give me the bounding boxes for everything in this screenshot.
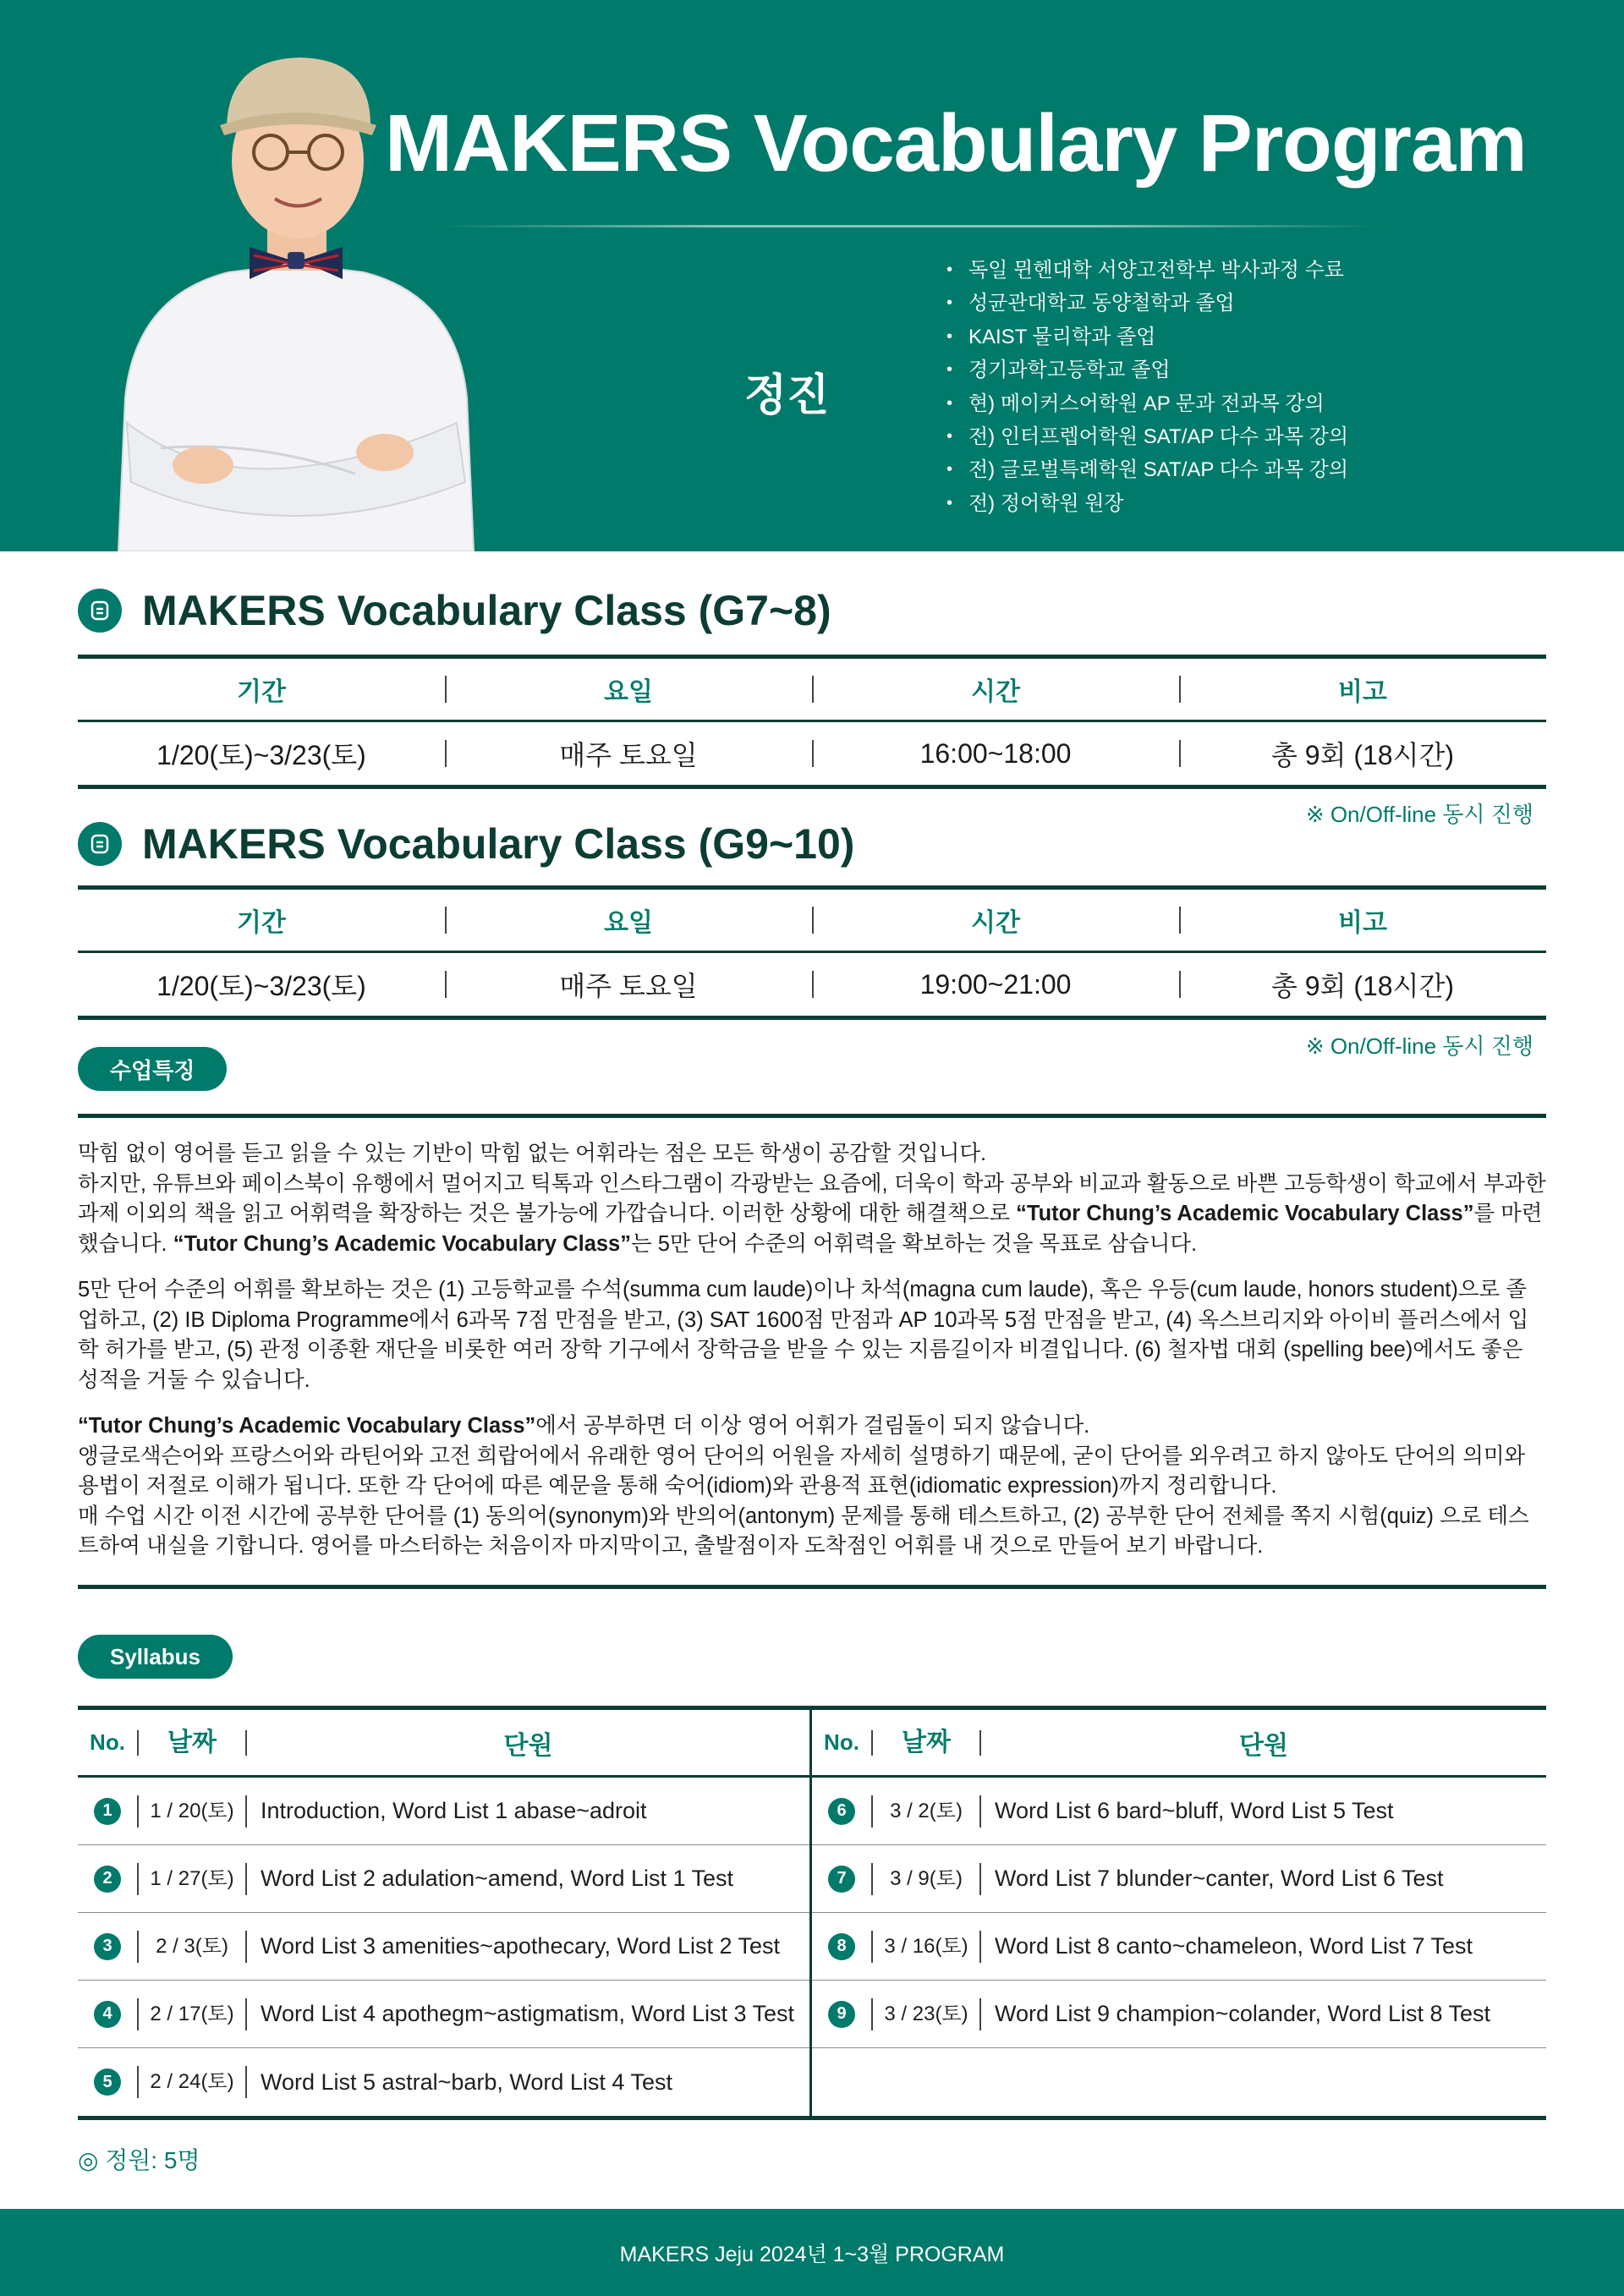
cell-time: 19:00~21:00 (812, 969, 1179, 1000)
table-row (812, 1913, 1546, 1981)
header-time: 시간 (812, 901, 1179, 939)
footer-text: MAKERS Jeju 2024년 1~3월 PROGRAM (619, 2242, 1005, 2266)
class2-title: MAKERS Vocabulary Class (G9~10) (142, 820, 855, 868)
session-number-badge: 3 (94, 1933, 121, 1960)
header-time: 시간 (812, 671, 1179, 708)
text-line: 매 수업 시간 이전 시간에 공부한 단어를 (1) 동의어(synonym)와 반의어(antonym) 문제를 통해 테스트하고, (2) 공부한 단어 전체를 쪽지 시험(quiz) 으로 테스트하여 내실을 기합니다. 영어를 마스터하는 처음이자 마지막이고, 출발점이자 도착점인 어휘를 내 것으로 만들어 보기 바랍니다. (78, 1504, 1529, 1558)
session-number-badge: 2 (94, 1866, 121, 1893)
table-row (78, 1981, 809, 2048)
emphasis-text: “Tutor Chung’s Academic Vocabulary Class” (1016, 1202, 1474, 1225)
header-date: 날짜 (137, 1730, 247, 1756)
features-paragraph-3 (78, 1411, 1546, 1562)
cell-note: 총 9회 (18시간) (1179, 734, 1546, 773)
credential-item: • KAIST 물리학과 졸업 (943, 321, 1348, 353)
syllabus-header-row (78, 1710, 809, 1778)
emphasis-text: “Tutor Chung’s Academic Vocabulary Class” (173, 1231, 631, 1256)
syllabus-label: Syllabus (78, 1635, 233, 1679)
features-paragraph-1 (78, 1139, 1546, 1259)
table-row (78, 1778, 809, 1845)
title-divider (440, 225, 1379, 227)
table-row (78, 1845, 809, 1913)
session-number-badge: 1 (94, 1798, 121, 1825)
syllabus-left-column (78, 1710, 812, 2116)
credentials-list (943, 254, 1348, 520)
syllabus-table (78, 1706, 1546, 2120)
capacity-note: ◎ 정원: 5명 (78, 2147, 200, 2173)
document-icon (78, 589, 122, 633)
header-period: 기간 (237, 909, 286, 937)
document-icon (78, 822, 122, 866)
session-unit: Introduction, Word List 1 abase~adroit (261, 1798, 647, 1823)
table-row (78, 722, 1546, 785)
text-line: 앵글로색슨어와 프랑스어와 라틴어와 고전 희랍어에서 유래한 영어 단어의 어원을 자세히 설명하기 때문에, 굳이 단어를 외우려고 하지 않아도 단어의 의미와 용법이 저절로 이해가 됩니다. 또한 각 단어에 따른 예문을 통해 숙어(idiom)와 관용적 표현(idiomatic expression)까지 정리합니다. (78, 1444, 1526, 1498)
table-row (812, 1981, 1546, 2048)
session-date: 3 / 9(토) (871, 1863, 981, 1895)
header-unit: 단원 (503, 1731, 553, 1760)
session-number-badge: 6 (828, 1798, 855, 1825)
session-date: 2 / 3(토) (137, 1931, 247, 1963)
header-day: 요일 (445, 671, 812, 708)
emphasis-text: “Tutor Chung’s Academic Vocabulary Class” (78, 1414, 536, 1438)
header-no: No. (824, 1729, 859, 1755)
session-number-badge: 8 (828, 1933, 855, 1960)
header-unit: 단원 (1239, 1731, 1288, 1760)
cell-period: 1/20(토)~3/23(토) (156, 971, 366, 1001)
session-date: 3 / 23(토) (871, 1998, 981, 2030)
syllabus-right-column (812, 1710, 1546, 2116)
header-no: No. (90, 1729, 125, 1755)
syllabus-header-row (812, 1710, 1546, 1778)
session-unit: Word List 8 canto~chameleon, Word List 7 Test (995, 1933, 1473, 1959)
features-label: 수업특징 (78, 1047, 227, 1091)
cell-time: 16:00~18:00 (812, 738, 1179, 770)
session-unit: Word List 2 adulation~amend, Word List 1 Test (261, 1866, 734, 1891)
session-unit: Word List 3 amenities~apothecary, Word List 2 Test (261, 1933, 781, 1959)
program-title: MAKERS Vocabulary Program (385, 98, 1527, 189)
features-paragraph-2: 5만 단어 수준의 어휘를 확보하는 것은 (1) 고등학교를 수석(summa cum laude)이나 차석(magna cum laude), 혹은 우등(cum laude, honors student)으로 졸업하고, (2) IB Diploma Programme에서 6과목 7점 만점을 받고, (3) SAT 1600점 만점과 AP 10과목 5점 만점을 받고, (4) 옥스브리지와 아이비 플러스에서 입학 허가를 받고, (5) 관정 이종환 재단을 비롯한 여러 장학 기구에서 장학금을 받을 수 있는 지름길이자 비결입니다. (6) 철자법 대회 (spelling bee)에서도 좋은 성적을 거둘 수 있습니다. (78, 1278, 1529, 1392)
header-note: 비고 (1179, 671, 1546, 708)
session-date: 3 / 16(토) (871, 1931, 981, 1963)
cell-period: 1/20(토)~3/23(토) (156, 740, 366, 770)
cell-note: 총 9회 (18시간) (1179, 965, 1546, 1004)
credential-item: • 독일 뮌헨대학 서양고전학부 박사과정 수료 (943, 254, 1348, 287)
session-date: 2 / 17(토) (137, 1998, 247, 2030)
table-row (78, 953, 1546, 1016)
session-date: 1 / 20(토) (137, 1795, 247, 1827)
text-line: 는 5만 단어 수준의 어휘력을 확보하는 것을 목표로 삼습니다. (631, 1231, 1198, 1256)
session-date: 2 / 24(토) (137, 2066, 247, 2098)
text-line: 에서 공부하면 더 이상 영어 어휘가 걸림돌이 되지 않습니다. (535, 1414, 1090, 1438)
table-header-row (78, 890, 1546, 953)
teacher-name: 정진 (744, 371, 830, 420)
credential-item: • 경기과학고등학교 졸업 (943, 353, 1348, 386)
table-row (812, 1845, 1546, 1913)
cell-day: 매주 토요일 (445, 734, 812, 773)
credential-item: • 전) 인터프렙어학원 SAT/AP 다수 과목 강의 (943, 420, 1348, 453)
credential-item: • 전) 정어학원 원장 (943, 487, 1348, 520)
header-day: 요일 (445, 901, 812, 939)
session-number-badge: 5 (94, 2069, 121, 2096)
header-period: 기간 (237, 678, 286, 706)
session-unit: Word List 9 champion~colander, Word List 8 Test (995, 2001, 1491, 2026)
class1-title: MAKERS Vocabulary Class (G7~8) (142, 587, 831, 634)
session-number-badge: 9 (828, 2001, 855, 2028)
class2-heading (78, 819, 854, 869)
credential-item: • 전) 글로벌특례학원 SAT/AP 다수 과목 강의 (943, 453, 1348, 486)
class1-schedule-table (78, 655, 1546, 789)
class1-online-note: ※ On/Off-line 동시 진행 (1305, 802, 1533, 827)
session-number-badge: 4 (94, 2001, 121, 2028)
cell-day: 매주 토요일 (445, 965, 812, 1004)
table-row (812, 1778, 1546, 1845)
text-line: 하지만, 유튜브와 페이스북이 유행에서 멀어지고 틱톡과 인스타그램이 각광받는 요즘에, 더욱이 학과 공부와 비교과 활동으로 바쁜 고등학생이 학교에서 부과한 과제 이외의 책을 읽고 어휘력을 확장하는 것은 불가능에 가깝습니다. 이러한 상황에 대한 해결책으로 (78, 1171, 1546, 1225)
session-number-badge: 7 (828, 1866, 855, 1893)
class2-schedule-table (78, 885, 1546, 1020)
credential-item: • 성균관대학교 동양철학과 졸업 (943, 287, 1348, 320)
table-row (78, 2048, 809, 2116)
header-date: 날짜 (871, 1730, 981, 1756)
table-row (78, 1913, 809, 1981)
footer-bar (0, 2209, 1624, 2296)
header-note: 비고 (1179, 901, 1546, 939)
header-banner (0, 0, 1624, 551)
session-unit: Word List 5 astral~barb, Word List 4 Test (261, 2069, 672, 2095)
session-unit: Word List 4 apothegm~astigmatism, Word List 3 Test (261, 2001, 795, 2026)
text-line: 막힘 없이 영어를 듣고 읽을 수 있는 기반이 막힘 없는 어휘라는 점은 모든 학생이 공감할 것입니다. (78, 1142, 987, 1165)
session-date: 3 / 2(토) (871, 1795, 981, 1827)
credential-item: • 현) 메이커스어학원 AP 문과 전과목 강의 (943, 387, 1348, 420)
session-date: 1 / 27(토) (137, 1863, 247, 1895)
class1-heading (78, 585, 831, 636)
session-unit: Word List 6 bard~bluff, Word List 5 Test (995, 1798, 1394, 1823)
table-header-row (78, 659, 1546, 722)
text-line: 를 마련했습니다. (78, 1202, 1543, 1256)
class2-online-note: ※ On/Off-line 동시 진행 (1305, 1033, 1533, 1059)
divider (78, 1114, 1546, 1118)
features-text (78, 1139, 1546, 1578)
divider (78, 1585, 1546, 1589)
session-unit: Word List 7 blunder~canter, Word List 6 Test (995, 1866, 1444, 1891)
